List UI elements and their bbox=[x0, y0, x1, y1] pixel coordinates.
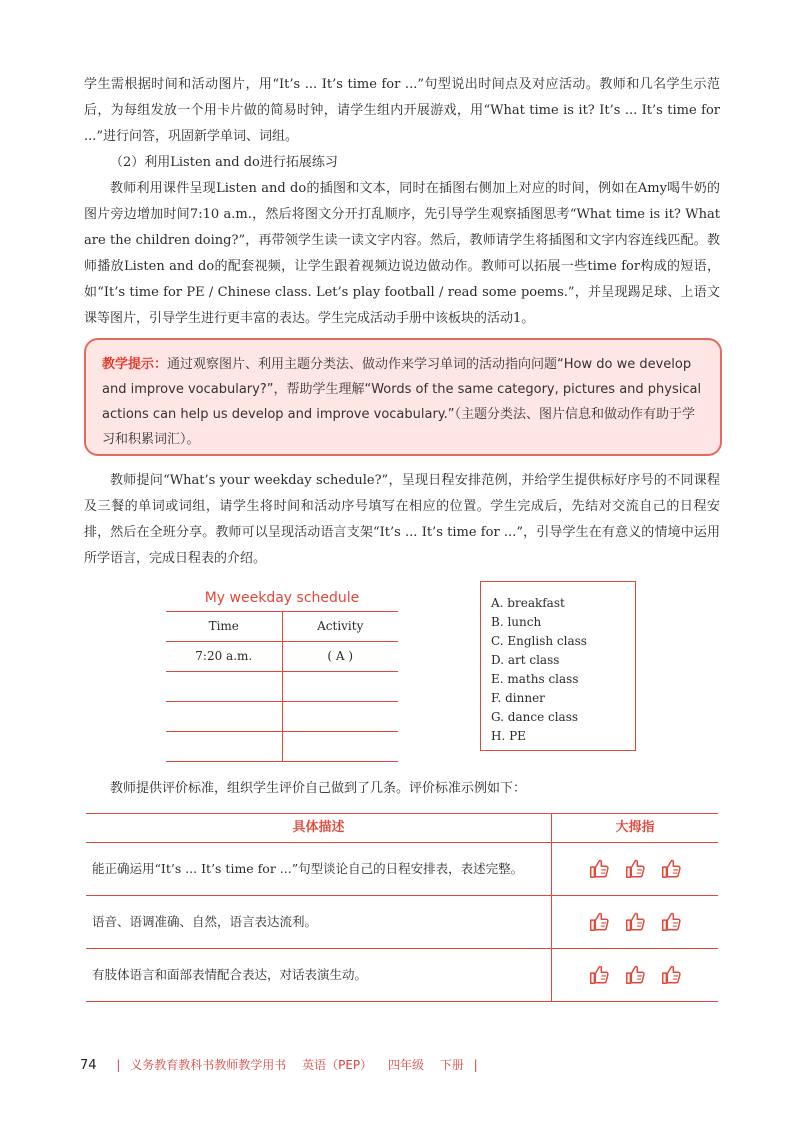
thumbs-up-icon bbox=[660, 858, 682, 880]
evaluation-header-row bbox=[86, 814, 718, 843]
footer-separator: | bbox=[116, 1058, 121, 1072]
evaluation-desc: 语音、语调准确、自然，语言表达流利。 bbox=[86, 896, 552, 948]
weekday-schedule-table bbox=[166, 585, 398, 762]
thumbs-up-icon bbox=[588, 858, 610, 880]
activity-option: F. dinner bbox=[491, 691, 545, 705]
thumbs-up-icon bbox=[588, 911, 610, 933]
schedule-row bbox=[166, 672, 398, 702]
footer-grade: 四年级 bbox=[387, 1058, 424, 1072]
thumbs-up-icon bbox=[624, 858, 646, 880]
activity-option: D. art class bbox=[491, 653, 560, 667]
schedule-title: My weekday schedule bbox=[166, 585, 398, 612]
schedule-time-cell bbox=[166, 672, 283, 701]
paragraph-evaluation: 教师提供评价标准，组织学生评价自己做到了几条。评价标准示例如下： bbox=[110, 781, 527, 796]
thumbs-cell bbox=[552, 843, 718, 895]
page-number: 74 bbox=[80, 1058, 97, 1073]
schedule-row bbox=[166, 732, 398, 762]
thumbs-up-icon bbox=[660, 964, 682, 986]
paragraph-schedule: 教师提问“What’s your weekday schedule?”，呈现日程安排范例，并给学生提供标好序号的不同课程及三餐的单词或词组，请学生将时间和活动序号填写在相应的位置。学生完成后，先结对交流自己的日程安排，然后在全班分享。教师可以呈现活动语言支架“It’s ... It’s time for ...”，引导学生在有意义的情境中运用所学语言，完成日程表的介绍。 bbox=[84, 473, 720, 566]
thumbs-up-icon bbox=[660, 911, 682, 933]
evaluation-row bbox=[86, 949, 718, 1001]
evaluation-desc: 有肢体语言和面部表情配合表达，对话表演生动。 bbox=[86, 949, 552, 1001]
activity-options-box bbox=[480, 581, 636, 751]
schedule-activity-cell bbox=[283, 672, 399, 701]
thumbs-cell bbox=[552, 949, 718, 1001]
thumbs-cell bbox=[552, 896, 718, 948]
activity-option: C. English class bbox=[491, 634, 587, 648]
activity-option: G. dance class bbox=[491, 710, 579, 724]
evaluation-header-thumbs: 大拇指 bbox=[615, 820, 655, 835]
page-footer bbox=[80, 1055, 484, 1075]
footer-volume: 下册 bbox=[439, 1058, 464, 1072]
schedule-time-cell bbox=[166, 702, 283, 731]
paragraph-listen-and-do: 教师利用课件呈现Listen and do的插图和文本，同时在插图右侧加上对应的时间，例如在Amy喝牛奶的图片旁边增加时间7:10 a.m.，然后将图文分开打乱顺序，先引导学生观察插图思考“What time is it? What are the children doing?”，再带领学生读一读文字内容。然后，教师请学生将插图和文字内容连线匹配。教师播放Listen and do的配套视频，让学生跟着视频边说边做动作。教师可以拓展一些time for构成的短语，如“It’s time for PE / Chinese class. Let’s play football / read some poems.”，并呈现踢足球、上语文课等图片，引导学生进行更丰富的表达。学生完成活动手册中该板块的活动1。 bbox=[84, 181, 720, 326]
teaching-tip-box bbox=[84, 338, 722, 456]
activity-option: E. maths class bbox=[491, 672, 579, 686]
schedule-col-time: Time bbox=[166, 612, 283, 641]
evaluation-row bbox=[86, 896, 718, 949]
activity-option: A. breakfast bbox=[491, 596, 565, 610]
teaching-tip-text: 通过观察图片、利用主题分类法、做动作来学习单词的活动指向问题“How do we develop and improve vocabulary?”，帮助学生理解“Words of the same category, pictures and physical actions can help us develop and improve vocabulary.”（主题分类法、图片信息和做动作有助于学习和积累词汇）。 bbox=[102, 357, 702, 447]
schedule-activity-cell bbox=[283, 702, 399, 731]
schedule-row bbox=[166, 642, 398, 672]
activity-option: B. lunch bbox=[491, 615, 542, 629]
evaluation-header-desc: 具体描述 bbox=[86, 814, 552, 842]
schedule-time-cell: 7:20 a.m. bbox=[166, 642, 283, 671]
activity-option: H. PE bbox=[491, 729, 526, 743]
section-subheading: （2）利用Listen and do进行拓展练习 bbox=[110, 155, 338, 170]
thumbs-up-icon bbox=[624, 911, 646, 933]
schedule-activity-cell: ( A ) bbox=[327, 649, 354, 663]
footer-subject: 英语（PEP） bbox=[302, 1058, 373, 1072]
schedule-activity-cell bbox=[283, 732, 399, 761]
evaluation-table bbox=[86, 813, 718, 1002]
footer-separator: | bbox=[473, 1058, 478, 1072]
thumbs-up-icon bbox=[624, 964, 646, 986]
evaluation-desc: 能正确运用“It’s ... It’s time for ...”句型谈论自己的日程安排表，表述完整。 bbox=[86, 843, 552, 895]
schedule-row bbox=[166, 702, 398, 732]
paragraph-intro: 学生需根据时间和活动图片，用“It’s ... It’s time for ...”句型说出时间点及对应活动。教师和几名学生示范后，为每组发放一个用卡片做的简易时钟，请学生组内开展游戏，用“What time is it? It’s ... It’s time for ...”进行问答，巩固新学单词、词组。 bbox=[84, 77, 720, 144]
schedule-time-cell bbox=[166, 732, 283, 761]
evaluation-row bbox=[86, 843, 718, 896]
teaching-tip-label: 教学提示： bbox=[102, 357, 168, 372]
thumbs-up-icon bbox=[588, 964, 610, 986]
schedule-header-row bbox=[166, 612, 398, 642]
schedule-col-activity: Activity bbox=[317, 619, 364, 633]
footer-book-title: 义务教育教科书教师教学用书 bbox=[130, 1058, 287, 1072]
